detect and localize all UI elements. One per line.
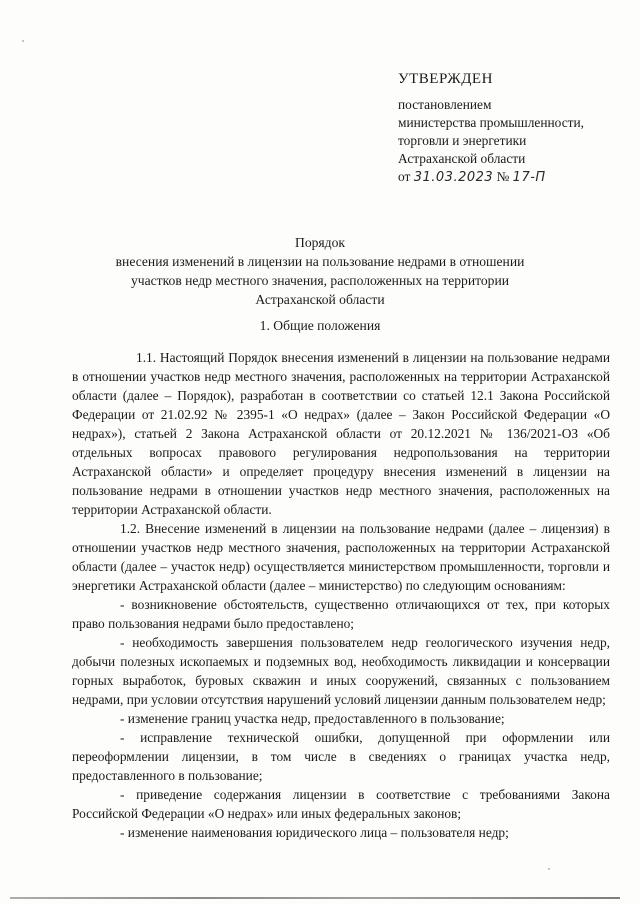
title-line-2: внесения изменений в лицензии на пользование недрами в отношении участков недр местного значения, расположенных на территории Астраханской области (115, 254, 525, 307)
date-prefix: от (398, 169, 411, 184)
handwritten-date: 31.03.2023 (413, 170, 494, 185)
list-item: - приведение содержания лицензии в соответствие с требованиями Закона Российской Федерации «О недрах» или иных федеральных законов; (72, 787, 610, 821)
handwritten-number: 17-П (512, 170, 546, 185)
approval-line: министерства промышленности, (398, 115, 585, 130)
approval-stamp-block (398, 70, 628, 187)
number-prefix: № (496, 169, 510, 184)
document-body (72, 348, 610, 842)
document-title (110, 233, 530, 309)
scan-speck (22, 40, 24, 42)
section-heading: 1. Общие положения (259, 318, 381, 333)
list-item: - исправление технической ошибки, допущенной при оформлении или переоформлении лицензии, в том числе в сведениях о границах участка недр, предоставленного в пользование; (72, 730, 610, 783)
title-line-1: Порядок (295, 235, 345, 250)
list-item: - изменение наименования юридического лица – пользователя недр; (120, 825, 509, 840)
scan-speck (548, 868, 550, 870)
approval-line: торговли и энергетики (398, 133, 527, 148)
scan-edge-line (10, 897, 620, 899)
approval-line: Астраханской области (398, 151, 526, 166)
list-item: - изменение границ участка недр, предоставленного в пользование; (120, 711, 505, 726)
approval-line: постановлением (398, 97, 492, 112)
approval-heading: УТВЕРЖДЕН (398, 71, 493, 87)
list-item: - возникновение обстоятельств, существенно отличающихся от тех, при которых право пользования недрами было предоставлено; (72, 597, 610, 631)
list-item: - необходимость завершения пользователем недр геологического изучения недр, добычи полезных ископаемых и подземных вод, необходимость ликвидации и консервации горных выработок, буровых скважин и иных сооружений, связанных с пользованием недрами, при условии отсутствия нарушений условий лицензии данным пользователем недр; (72, 635, 610, 707)
approval-date-line (398, 168, 628, 187)
paragraph-1-2: 1.2. Внесение изменений в лицензии на пользование недрами (далее – лицензия) в отношении участков недр местного значения, расположенных на территории Астраханской области (далее – участок недр) осуществляется министерством промышленности, торговли и энергетики Астраханской области (далее – министерство) по следующим основаниям: (72, 521, 610, 593)
paragraph-1-1: 1.1. Настоящий Порядок внесения изменений в лицензии на пользование недрами в отношении участков недр местного значения, расположенных на территории Астраханской области (далее – Порядок), разработан в соответствии со статьей 12.1 Закона Российской Федерации от 21.02.92 № 2395-1 «О недрах» (далее – Закон Российской Федерации «О недрах»), статьей 2 Закона Астраханской области от 20.12.2021 № 136/2021-ОЗ «Об отдельных вопросах правового регулирования недропользования на территории Астраханской области» и определяет процедуру внесения изменений в лицензии на пользование недрами в отношении участков недр местного значения, расположенных на территории Астраханской области. (72, 350, 610, 517)
